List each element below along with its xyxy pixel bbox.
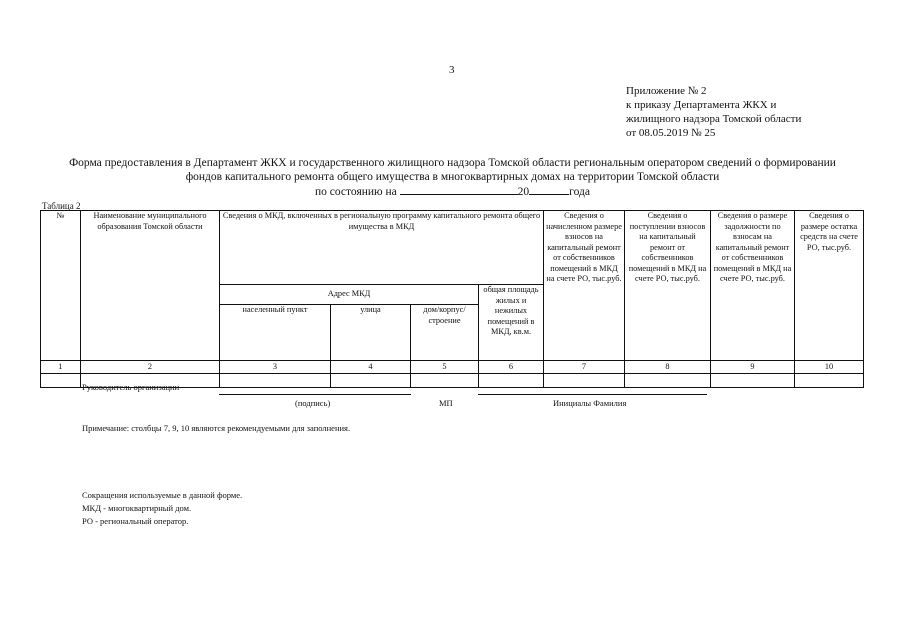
date-blank[interactable] xyxy=(400,184,518,195)
header-municipality-end xyxy=(81,305,220,361)
name-caption: Инициалы Фамилия xyxy=(553,398,627,408)
stamp-label: МП xyxy=(439,398,453,408)
signature-line[interactable] xyxy=(219,394,411,395)
header-col-7-end xyxy=(544,305,625,361)
header-no: № xyxy=(41,211,81,285)
header-col-8-cont xyxy=(625,285,711,305)
appendix-line: жилищного надзора Томской области xyxy=(626,113,802,125)
column-number: 10 xyxy=(795,361,864,374)
header-house: дом/корпус/ строение xyxy=(411,305,479,361)
appendix-line: Приложение № 2 xyxy=(626,85,707,97)
column-number-row xyxy=(41,361,864,374)
header-mkd-group: Сведения о МКД, включенных в региональную программу капитального ремонта общего имущества в МКД xyxy=(220,211,544,285)
header-col-8: Сведения о поступлении взносов на капитальный ремонт от собственников помещений в МКД на счете РО, тыс.руб. xyxy=(625,211,711,285)
data-cell[interactable] xyxy=(41,374,81,388)
data-cell[interactable] xyxy=(220,374,331,388)
data-cell[interactable] xyxy=(625,374,711,388)
header-address: Адрес МКД xyxy=(220,285,479,305)
appendix-header xyxy=(626,84,801,140)
abbreviation-item: МКД - многоквартирный дом. xyxy=(82,503,192,513)
data-cell[interactable] xyxy=(479,374,544,388)
data-cell[interactable] xyxy=(795,374,864,388)
year-blank[interactable] xyxy=(529,184,569,195)
header-settlement: населенный пункт xyxy=(220,305,331,361)
table-label: Таблица 2 xyxy=(42,201,81,211)
appendix-line: от 08.05.2019 № 25 xyxy=(626,127,716,139)
note-text: Примечание: столбцы 7, 9, 10 являются рекомендуемыми для заполнения. xyxy=(82,423,351,433)
data-cell[interactable] xyxy=(711,374,795,388)
column-number: 4 xyxy=(331,361,411,374)
form-title xyxy=(40,156,865,199)
title-line-2: фондов капитального ремонта общего имущества в многоквартирных домах на территории Томской области xyxy=(185,171,720,183)
head-of-organization-label: Руководитель организации xyxy=(82,382,180,392)
column-number: 1 xyxy=(41,361,81,374)
header-col-9: Сведения о размере задолжности по взносам на капитальный ремонт от собственников помещений в МКД на счете РО, тыс.руб. xyxy=(711,211,795,285)
header-col-9-end xyxy=(711,305,795,361)
header-no-cont xyxy=(41,285,81,305)
appendix-line: к приказу Департамента ЖКХ и xyxy=(626,99,777,111)
page-number: 3 xyxy=(449,64,455,76)
signature-caption: (подпись) xyxy=(295,398,331,408)
data-cell[interactable] xyxy=(411,374,479,388)
abbreviations-heading: Сокращения используемые в данной форме. xyxy=(82,490,243,500)
data-cell[interactable] xyxy=(331,374,411,388)
header-col-7: Сведения о начисленном размере взносов на капитальный ремонт от собственников помещений в МКД на счете РО, тыс.руб. xyxy=(544,211,625,285)
header-col-8-end xyxy=(625,305,711,361)
column-number: 5 xyxy=(411,361,479,374)
date-year: 20 xyxy=(517,186,530,198)
abbreviation-item: РО - региональный оператор. xyxy=(82,516,189,526)
header-col-9-cont xyxy=(711,285,795,305)
header-area: общая площадь жилых и нежилых помещений в МКД, кв.м. xyxy=(479,285,544,361)
column-number: 9 xyxy=(711,361,795,374)
header-col-7-cont xyxy=(544,285,625,305)
header-col-10-cont xyxy=(795,285,864,305)
column-number: 2 xyxy=(81,361,220,374)
data-cell[interactable] xyxy=(544,374,625,388)
report-table xyxy=(40,210,864,388)
header-col-10-end xyxy=(795,305,864,361)
date-prefix: по состоянию на xyxy=(315,186,397,198)
header-col-10: Сведения о размере остатка средств на счете РО, тыс.руб. xyxy=(795,211,864,285)
header-municipality: Наименование муниципального образования Томской области xyxy=(81,211,220,285)
column-number: 6 xyxy=(479,361,544,374)
header-no-end xyxy=(41,305,81,361)
header-street: улица xyxy=(331,305,411,361)
title-line-1: Форма предоставления в Департамент ЖКХ и государственного жилищного надзора Томской области региональным оператором сведений о формировании xyxy=(69,157,836,169)
date-suffix: года xyxy=(569,186,590,198)
column-number: 3 xyxy=(220,361,331,374)
name-line[interactable] xyxy=(478,394,707,395)
abbreviations xyxy=(82,489,242,528)
column-number: 8 xyxy=(625,361,711,374)
header-municipality-cont xyxy=(81,285,220,305)
column-number: 7 xyxy=(544,361,625,374)
title-date-line xyxy=(40,184,865,199)
